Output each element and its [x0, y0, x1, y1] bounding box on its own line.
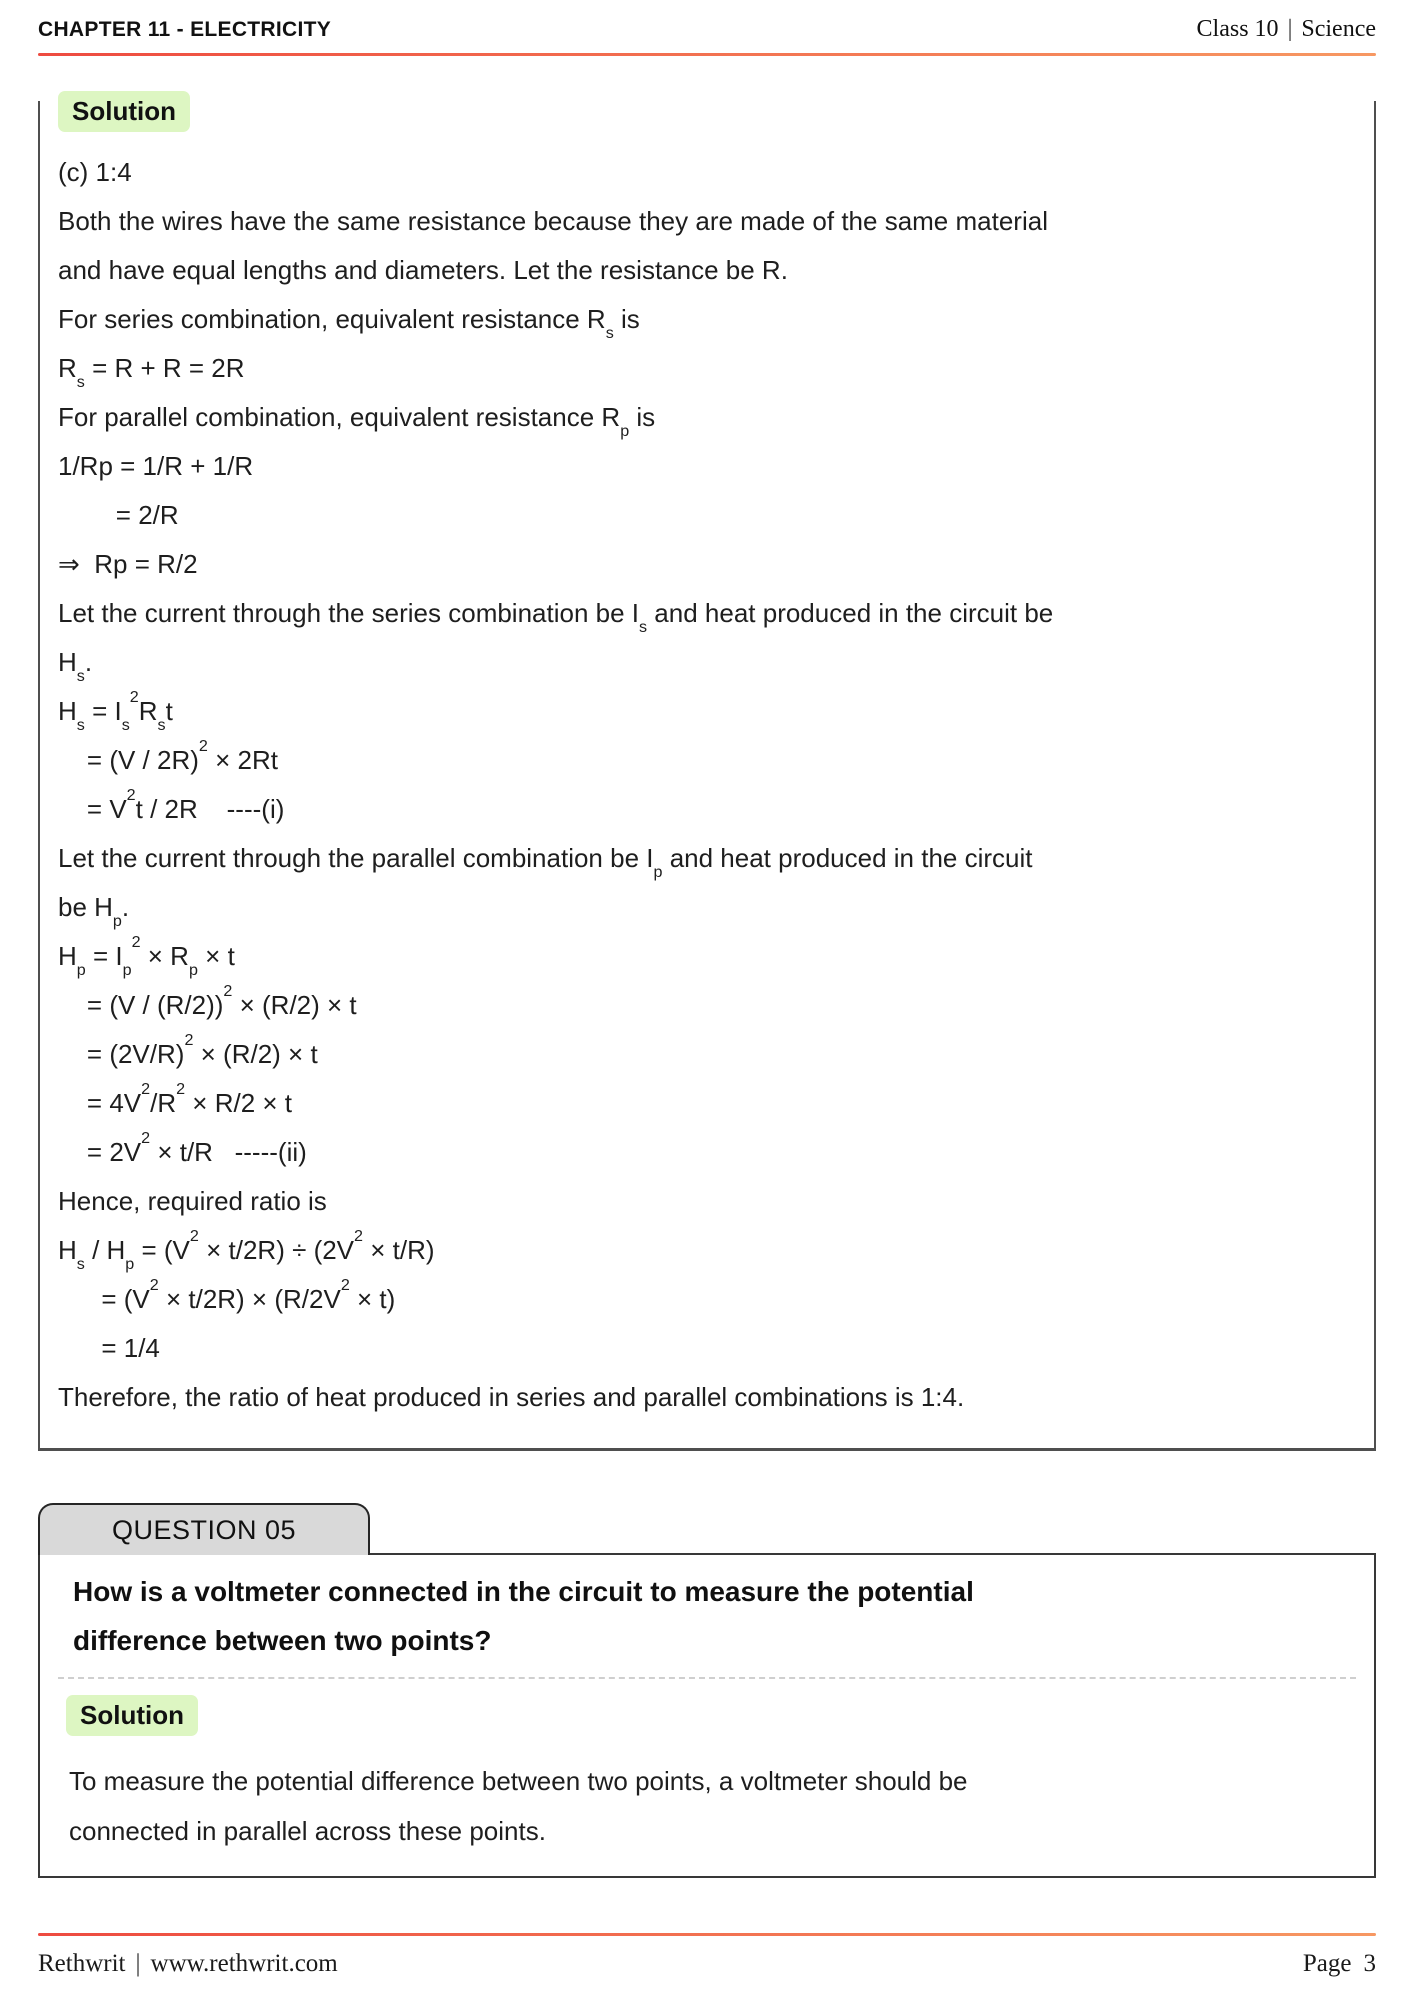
solution-line: $H_p = I_p^2 \times R_p \times t$	[58, 933, 235, 980]
page-number-value: 3	[1363, 1950, 1376, 1977]
solution-line: $H_s$.	[58, 647, 93, 686]
solution-line: = $(2V/R)^2 \times (R/2) \times t$	[58, 1031, 318, 1069]
subject-label: Science	[1301, 16, 1376, 42]
class-subject-info	[1197, 16, 1376, 43]
solution-label: Solution	[58, 91, 190, 132]
solution-line: $H_s = I_s^2R_st$	[58, 688, 173, 735]
solution-line: (c) 1:4	[58, 157, 132, 187]
website: www.rethwrit.com	[150, 1950, 338, 1977]
solution-line: = $(V^2 \times t/2R) \times (R/2V^2 \times t)$	[58, 1276, 396, 1314]
solution-line: = $2V^2 \times t/R$ -----(ii)	[58, 1129, 307, 1167]
question-solution-divider	[58, 1677, 1356, 1679]
solution-line: To measure the potential difference between two points, a voltmeter should be	[69, 1766, 968, 1796]
solution-line: connected in parallel across these points.	[69, 1816, 546, 1846]
solution-line: Hence, required ratio is	[58, 1186, 327, 1216]
solution-line: Therefore, the ratio of heat produced in series and parallel combinations is 1:4.	[58, 1382, 965, 1412]
page-footer	[38, 1933, 1376, 1978]
solution-line: $R_s = R + R = 2R$	[58, 353, 245, 392]
chapter-title: CHAPTER 11 - ELECTRICITY	[38, 18, 332, 41]
header-divider-line	[38, 53, 1376, 56]
solution-line: and have equal lengths and diameters. Let the resistance be R.	[58, 255, 788, 285]
solution-line: For parallel combination, equivalent resistance $R_p$ is	[58, 402, 656, 441]
solution-line: Let the current through the parallel combination be $I_p$ and heat produced in the circuit	[58, 843, 1033, 882]
solution-line: For series combination, equivalent resistance $R_s$ is	[58, 304, 640, 343]
solution-line: ⇒ Rp = R/2	[58, 549, 198, 579]
solution-line: = $V^2t / 2R$ ----(i)	[58, 786, 285, 824]
page-label: Page	[1302, 1950, 1352, 1977]
question-05-box	[38, 1553, 1376, 1878]
page-number	[1303, 1950, 1376, 1978]
solution-line: = (V / (R/2))$^2$ × (R/2) × t	[58, 982, 357, 1020]
footer-text-row	[38, 1950, 1376, 1978]
class-label: Class 10	[1196, 16, 1279, 42]
solution-line: 1/Rp = 1/R + 1/R	[58, 451, 254, 481]
solution-line: be $H_p$.	[58, 892, 130, 931]
question-line: How is a voltmeter connected in the circuit to measure the potential	[73, 1576, 974, 1607]
question-05-tab: QUESTION 05	[38, 1503, 370, 1555]
solution-line: $H_s / H_p = (V^2 \times t/2R) \div (2V^2 \times t/R)$	[58, 1227, 435, 1274]
question-line: difference between two points?	[73, 1625, 492, 1656]
solution-text-block	[58, 148, 1356, 1422]
question-text	[73, 1567, 1356, 1665]
solution-line: = 1/4	[58, 1333, 160, 1363]
solution-line: Let the current through the series combination be $I_s$ and heat produced in the circuit be	[58, 598, 1054, 637]
solution-line: = 2/R	[58, 500, 179, 530]
brand-name: Rethwrit	[38, 1950, 126, 1977]
solution-text-block	[69, 1756, 1356, 1856]
page-header	[38, 0, 1376, 43]
footer-divider-line	[38, 1933, 1376, 1936]
header-separator: |	[1287, 16, 1293, 42]
footer-separator: |	[135, 1950, 141, 1977]
solution-label: Solution	[66, 1695, 198, 1736]
solution-line: = $4V^2/R^2 \times R/2 \times t$	[58, 1080, 293, 1118]
brand-info	[38, 1950, 338, 1978]
solution-box-question4	[38, 96, 1376, 1451]
solution-line: Both the wires have the same resistance because they are made of the same material	[58, 206, 1048, 236]
solution-line: = (V / 2R)$^2$ × 2Rt	[58, 737, 278, 775]
